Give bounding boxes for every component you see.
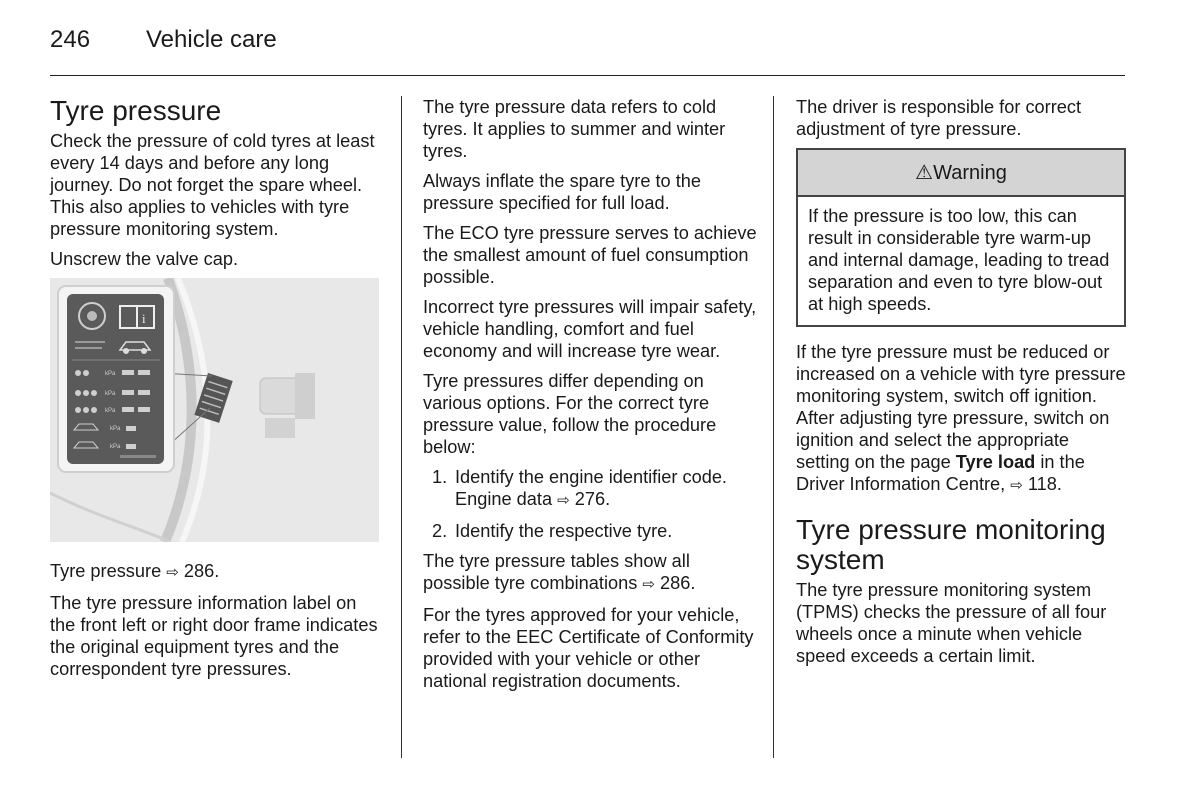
page-number: 246 bbox=[50, 26, 91, 53]
paragraph: The driver is responsible for correct adjustment of tyre pressure. bbox=[796, 97, 1082, 139]
warning-icon: ⚠ bbox=[915, 162, 934, 184]
column-divider-1 bbox=[401, 96, 402, 758]
menu-name: Tyre load bbox=[955, 452, 1036, 472]
paragraph: For the tyres approved for your vehicle, refer to the EEC Certificate of Conformity provided with your vehicle or other national registration documents. bbox=[423, 605, 754, 691]
procedure-list bbox=[423, 466, 758, 542]
label-unit: kPa bbox=[105, 408, 116, 414]
reference-arrow-icon: ⇨ bbox=[557, 492, 570, 509]
paragraph: If the tyre pressure must be reduced or increased on a vehicle with tyre pressure monitoring system, switch off ignition. After adjusting tyre pressure, switch on ignition and select the appropriate setting on the page Tyre load in the Driver Information Centre, ⇨ 118. bbox=[796, 342, 1126, 494]
paragraph: The tyre pressure data refers to cold tyres. It applies to summer and winter tyres. bbox=[423, 97, 726, 161]
svg-text:i: i bbox=[142, 311, 146, 326]
column-3 bbox=[796, 96, 1126, 675]
page-reference[interactable]: 118. bbox=[1027, 474, 1062, 494]
reference-arrow-icon: ⇨ bbox=[166, 564, 179, 581]
list-item: 1. Identify the engine identifier code. Engine data ⇨ 276. bbox=[432, 467, 727, 509]
cross-reference[interactable]: Tyre pressure ⇨ 286. bbox=[50, 561, 220, 581]
column-2 bbox=[423, 96, 758, 700]
paragraph: Check the pressure of cold tyres at least every 14 days and before any long journey. Do not forget the spare wheel. This also applies to vehicles with tyre pressure monitoring system. bbox=[50, 131, 375, 239]
paragraph: Incorrect tyre pressures will impair safety, vehicle handling, comfort and fuel economy and will increase tyre wear. bbox=[423, 297, 757, 361]
column-1 bbox=[50, 96, 382, 688]
paragraph: The tyre pressure tables show all possible tyre combinations ⇨ 286. bbox=[423, 551, 696, 593]
page-reference[interactable]: 286. bbox=[660, 573, 696, 593]
page-reference[interactable]: 276. bbox=[574, 489, 611, 509]
warning-text: If the pressure is too low, this can result in considerable tyre warm-up and internal damage, leading to tread separation and even to tyre blow-out at high speeds. bbox=[808, 206, 1110, 314]
warning-header bbox=[798, 150, 1124, 197]
warning-title: Warning bbox=[933, 162, 1007, 184]
tyre-pressure-label-illustration bbox=[50, 278, 379, 542]
warning-box bbox=[796, 148, 1126, 327]
heading-tpms: Tyre pressure monitoring system bbox=[796, 514, 1106, 575]
label-unit: kPa bbox=[105, 371, 116, 377]
list-item: 2. Identify the respective tyre. bbox=[432, 521, 673, 541]
paragraph: The tyre pressure monitoring system (TPMS) checks the pressure of all four wheels once a minute when vehicle speed exceeds a certain limit. bbox=[796, 580, 1107, 666]
paragraph: The ECO tyre pressure serves to achieve the smallest amount of fuel consumption possible. bbox=[423, 223, 757, 287]
header-rule bbox=[50, 75, 1125, 76]
paragraph: The tyre pressure information label on the front left or right door frame indicates the original equipment tyres and the correspondent tyre pressures. bbox=[50, 593, 378, 679]
label-unit: kPa bbox=[105, 391, 116, 397]
label-unit: kPa bbox=[110, 444, 121, 450]
section-title: Vehicle care bbox=[146, 26, 277, 53]
column-divider-2 bbox=[773, 96, 774, 758]
reference-arrow-icon: ⇨ bbox=[642, 576, 655, 593]
reference-arrow-icon: ⇨ bbox=[1010, 477, 1023, 494]
heading-tyre-pressure: Tyre pressure bbox=[50, 95, 222, 126]
paragraph: Always inflate the spare tyre to the pressure specified for full load. bbox=[423, 171, 702, 213]
label-unit: kPa bbox=[110, 426, 121, 432]
paragraph: Unscrew the valve cap. bbox=[50, 249, 239, 269]
paragraph: Tyre pressures differ depending on various options. For the correct tyre pressure value, follow the procedure below: bbox=[423, 371, 717, 457]
